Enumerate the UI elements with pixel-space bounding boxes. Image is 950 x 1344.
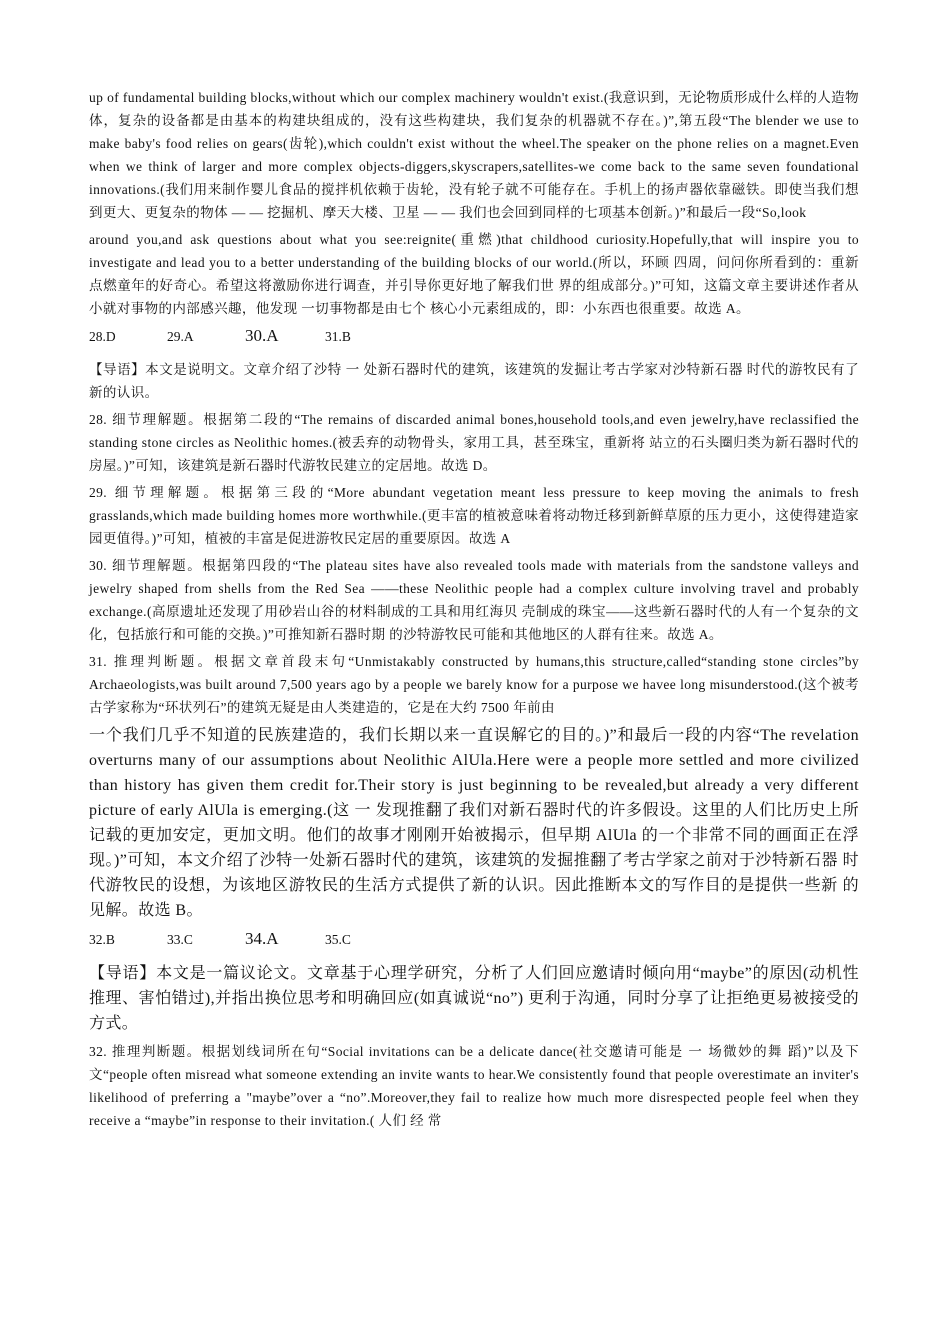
question-29-explanation: 29. 细节理解题。根据第三段的“More abundant vegetation meant less pressure to keep moving the animals to fresh grasslands,which made building homes more worthwhile.(更丰富的植被意味着将动物迁移到新鲜草原的压力更小，这使得建造家园更值得。)”可知，植被的丰富是促进游牧民定居的重要原因。故选 A <box>89 485 859 546</box>
answer-key-row <box>89 326 859 350</box>
answer-item: 28.D <box>89 329 116 344</box>
question-31-explanation: 31. 推理判断题。根据文章首段末句“Unmistakably constructed by humans,this structure,called“standing stone circles”by Archaeologists,was built around 7,500 years ago by a people we barely know for a purpose we havee long misunderstood.(这个被考古学家称为“环状列石”的建筑无疑是由人类建造的，它是在大约 7500 年前由 <box>89 654 859 715</box>
document-page <box>89 86 859 1136</box>
guide-paragraph: 【导语】本文是说明文。文章介绍了沙特 一 处新石器时代的建筑，该建筑的发掘让考古学家对沙特新石器 时代的游牧民有了新的认识。 <box>89 362 859 400</box>
answer-explanation-paragraph: up of fundamental building blocks,without which our complex machinery wouldn't exist.(我意识到，无论物质形成什么样的人造物体，复杂的设备都是由基本的构建块组成的，没有这些构建块，我们复杂的机器就不存在。)”,第五段“The blender we use to make baby's food relies on gears(齿轮),which couldn't exist without the wheel.The speaker on the phone relies on a magnet.Even when we think of larger and more complex objects-diggers,skyscrapers,satellites-we come back to the same seven foundational innovations.(我们用来制作婴儿食品的搅拌机依赖于齿轮，没有轮子就不可能存在。手机上的扬声器依靠磁铁。即使当我们想到更大、更复杂的物体 — — 挖掘机、摩天大楼、卫星 — — 我们也会回到同样的七项基本创新。)”和最后一段“So,look <box>89 90 859 220</box>
answer-item: 31.B <box>325 329 351 344</box>
answer-item: 30.A <box>245 326 279 345</box>
question-31-explanation-continued: 一个我们几乎不知道的民族建造的，我们长期以来一直误解它的目的。)”和最后一段的内容“The revelation overturns many of our assumptions about Neolithic AlUla.Here were a people more settled and more civilized than history has given them credit for.Their story is just beginning to be revealed,but already a very different picture of early AlUla is emerging.(这 一 发现推翻了我们对新石器时代的许多假设。这里的人们比历史上所 记载的更加安定，更加文明。他们的故事才刚刚开始被揭示，但早期 AlUla 的一个非常不同的画面正在浮 现。)”可知，本文介绍了沙特一处新石器时代的建筑，该建筑的发掘推翻了考古学家之前对于沙特新石器 时代游牧民的设想，为该地区游牧民的生活方式提供了新的认识。因此推断本文的写作目的是提供一些新 的见解。故选 B。 <box>89 727 859 919</box>
question-32-explanation: 32. 推理判断题。根据划线词所在句“Social invitations can be a delicate dance(社交邀请可能是 一 场微妙的舞 蹈)”以及下文“people often misread what someone extending an invite wants to hear.We consistently found that people overestimate an inviter's likelihood of preferring a "maybe”over a “no”.Moreover,they fail to realize how much more disrespected people feel when they receive a “maybe”in response to their invitation.( 人们 经 常 <box>89 1044 859 1128</box>
answer-key-row <box>89 929 859 953</box>
answer-item: 34.A <box>245 929 279 948</box>
question-30-explanation: 30. 细节理解题。根据第四段的“The plateau sites have also revealed tools made with materials from the sandstone valleys and jewelry shaped from shells from the Red Sea ——these Neolithic people had a complex culture involving travel and probably exchange.(高原遗址还发现了用砂岩山谷的材料制成的工具和用红海贝 壳制成的珠宝——这些新石器时代的人有一个复杂的文化，包括旅行和可能的交换。)”可推知新石器时期 的沙特游牧民可能和其他地区的人群有往来。故选 A。 <box>89 558 859 642</box>
answer-item: 29.A <box>167 329 194 344</box>
question-28-explanation: 28. 细节理解题。根据第二段的“The remains of discarded animal bones,household tools,and even jewelry,have reclassified the standing stone circles as Neolithic homes.(被丢弃的动物骨头，家用工具，甚至珠宝，重新将 站立的石头圈归类为新石器时代的房屋。)”可知，该建筑是新石器时代游牧民建立的定居地。故选 D。 <box>89 412 859 473</box>
answer-explanation-paragraph: around you,and ask questions about what you see:reignite(重燃)that childhood curiosity.Hopefully,that will inspire you to investigate and lead you to a better understanding of the building blocks of our world.(所以，环顾 四周，问问你所看到的：重新点燃童年的好奇心。希望这将激励你进行调查，并引导你更好地了解我们世 界的组成部分。)”可知，这篇文章主要讲述作者从小就对事物的内部感兴趣，他发现 一切事物都是由七个 核心小元素组成的，即：小东西也很重要。故选 A。 <box>89 232 859 316</box>
answer-item: 33.C <box>167 932 193 947</box>
answer-item: 35.C <box>325 932 351 947</box>
answer-item: 32.B <box>89 932 115 947</box>
guide-paragraph: 【导语】本文是一篇议论文。文章基于心理学研究，分析了人们回应邀请时倾向用“maybe”的原因(动机性推理、害怕错过),并指出换位思考和明确回应(如真诚说“no”) 更利于沟通，同时分享了让拒绝更易被接受的方式。 <box>89 965 859 1032</box>
